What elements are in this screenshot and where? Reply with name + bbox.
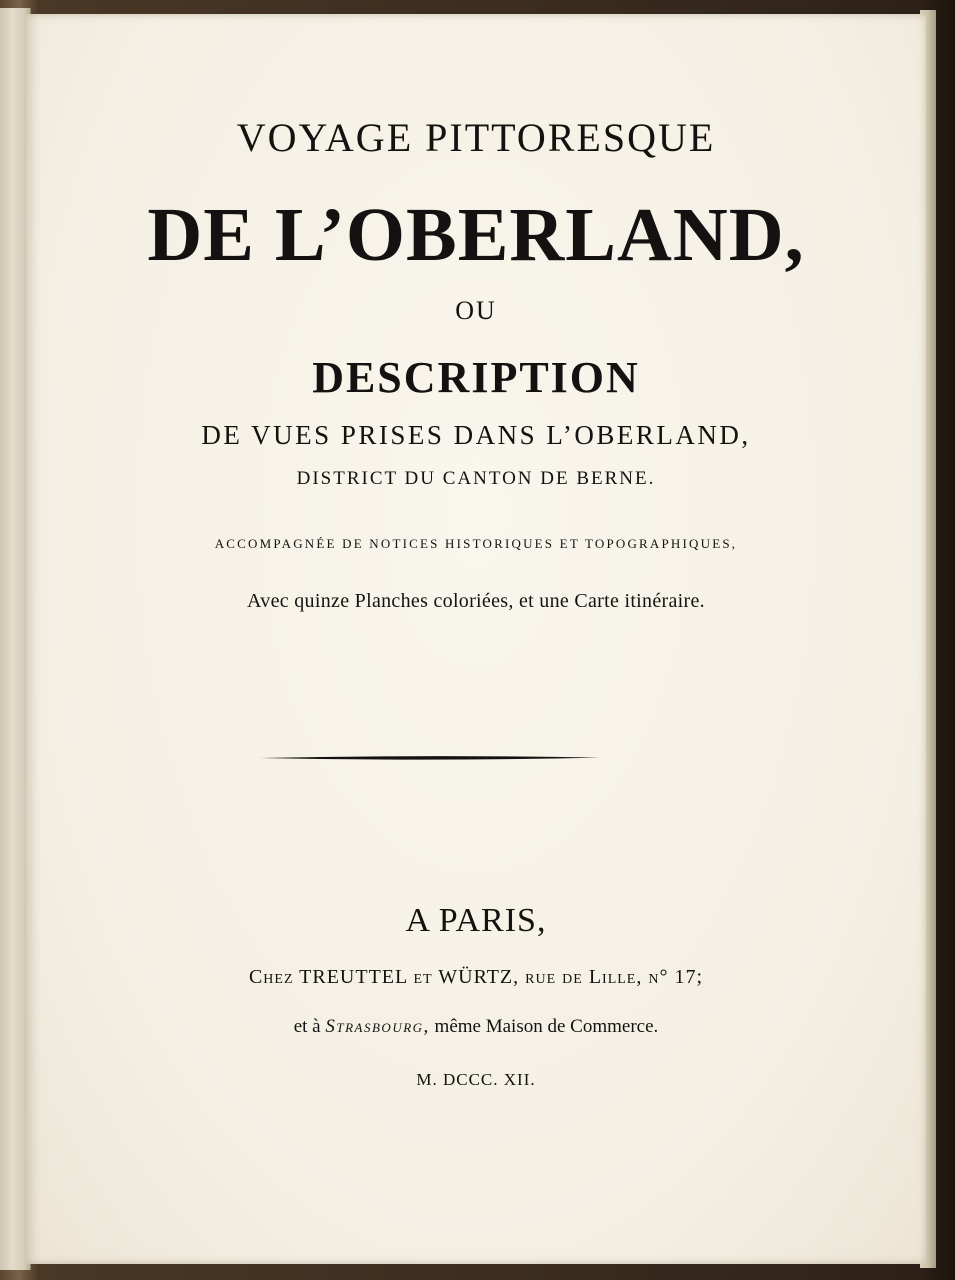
imprint-publisher bbox=[26, 966, 926, 989]
branch-suffix: même Maison de Commerce. bbox=[434, 1016, 659, 1037]
publisher-conjunction: et bbox=[413, 966, 433, 988]
imprint-date: M. DCCC. XII. bbox=[416, 1070, 536, 1089]
title-line-1: VOYAGE PITTORESQUE bbox=[236, 115, 716, 160]
imprint-place: A PARIS, bbox=[405, 902, 547, 939]
subtitle-line-2: DISTRICT DU CANTON DE BERNE. bbox=[296, 468, 656, 489]
publisher-prefix: Chez bbox=[248, 966, 294, 988]
subtitle-description: DESCRIPTION bbox=[312, 353, 640, 402]
decorative-rule bbox=[260, 754, 600, 762]
plates-note: Avec quinze Planches coloriées, et une Carte itinéraire. bbox=[247, 590, 705, 612]
title-line-2: DE L’OBERLAND, bbox=[147, 193, 805, 277]
branch-city: Strasbourg, bbox=[325, 1016, 430, 1037]
publisher-address: rue de Lille, n° 17; bbox=[525, 966, 704, 988]
title-conjunction: OU bbox=[455, 296, 497, 325]
branch-prefix: et à bbox=[293, 1016, 321, 1037]
subtitle-line-3: ACCOMPAGNÉE DE NOTICES HISTORIQUES ET TOPOGRAPHIQUES, bbox=[214, 536, 738, 551]
publisher-name-1: TREUTTEL bbox=[299, 966, 408, 988]
publisher-name-2: WÜRTZ, bbox=[438, 966, 520, 988]
subtitle-line-1: DE VUES PRISES DANS L’OBERLAND, bbox=[201, 420, 751, 450]
title-page bbox=[26, 14, 926, 1264]
imprint-branch bbox=[26, 1016, 926, 1038]
